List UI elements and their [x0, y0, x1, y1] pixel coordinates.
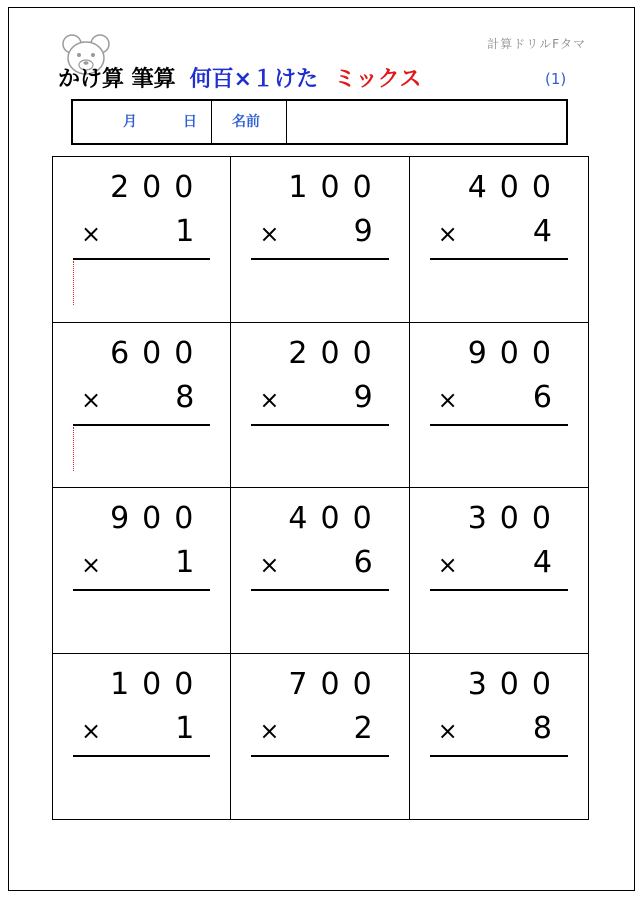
multiplicand: 100 — [288, 170, 385, 205]
multiplier: 4 — [532, 214, 552, 249]
worksheet-title — [58, 62, 421, 96]
problem-cell[interactable] — [410, 488, 588, 654]
multiplicand: 300 — [467, 501, 564, 536]
answer-guide — [73, 427, 74, 471]
multiplier: 1 — [175, 710, 195, 746]
multiply-sign: × — [437, 220, 458, 248]
answer-line — [251, 258, 388, 260]
problem-cell[interactable] — [53, 488, 231, 654]
multiplicand: 400 — [467, 170, 564, 205]
answer-line — [251, 755, 388, 757]
multiplicand: 200 — [288, 335, 385, 371]
sheet-number: (1) — [545, 70, 567, 88]
problem-cell[interactable] — [410, 654, 588, 820]
name-field[interactable] — [287, 101, 566, 143]
multiply-sign: × — [259, 716, 280, 745]
multiply-sign: × — [81, 385, 102, 414]
month-label: 月 — [123, 114, 137, 130]
answer-line — [73, 424, 210, 426]
answer-line — [430, 424, 568, 426]
name-date-box — [71, 99, 568, 145]
multiplier: 4 — [532, 545, 552, 580]
multiplier: 2 — [353, 710, 373, 746]
multiplicand: 900 — [110, 501, 207, 536]
multiply-sign: × — [81, 716, 102, 745]
multiplier: 9 — [353, 214, 373, 249]
multiplicand: 700 — [288, 666, 385, 702]
multiplier: 8 — [175, 379, 195, 415]
multiplier: 1 — [175, 214, 195, 249]
multiplier: 1 — [175, 545, 195, 580]
multiply-sign: × — [437, 385, 458, 414]
multiply-sign: × — [259, 551, 280, 579]
title-mix: ミックス — [334, 67, 422, 92]
multiply-sign: × — [81, 551, 102, 579]
answer-line — [73, 589, 210, 591]
problem-cell[interactable] — [231, 157, 409, 323]
multiply-sign: × — [437, 551, 458, 579]
problem-cell[interactable] — [231, 488, 409, 654]
answer-guide — [73, 261, 74, 305]
problem-cell[interactable] — [410, 157, 588, 323]
problem-cell[interactable] — [53, 654, 231, 820]
problem-cell[interactable] — [231, 654, 409, 820]
answer-line — [430, 258, 568, 260]
answer-line — [73, 258, 210, 260]
problem-cell[interactable] — [231, 323, 409, 489]
answer-line — [251, 424, 388, 426]
problem-grid — [52, 156, 589, 820]
multiply-sign: × — [259, 385, 280, 414]
title-subtopic: 何百×１けた — [189, 67, 319, 92]
multiplier: 9 — [353, 379, 373, 415]
answer-line — [430, 755, 568, 757]
multiplicand: 400 — [288, 501, 385, 536]
brand-label: 計算ドリルFタマ — [487, 37, 586, 51]
answer-line — [251, 589, 388, 591]
problem-cell[interactable] — [53, 323, 231, 489]
date-field[interactable] — [73, 101, 212, 143]
multiply-sign: × — [81, 220, 102, 248]
multiplier: 6 — [532, 379, 552, 415]
name-label: 名前 — [232, 114, 260, 130]
multiply-sign: × — [259, 220, 280, 248]
multiplicand: 900 — [467, 335, 564, 371]
multiplicand: 600 — [110, 335, 207, 371]
multiplier: 8 — [532, 710, 552, 746]
answer-line — [430, 589, 568, 591]
multiplicand: 100 — [110, 666, 207, 702]
day-label: 日 — [183, 114, 197, 130]
answer-line — [73, 755, 210, 757]
title-topic: かけ算 筆算 — [58, 67, 176, 92]
multiply-sign: × — [437, 716, 458, 745]
problem-cell[interactable] — [410, 323, 588, 489]
multiplicand: 200 — [110, 170, 207, 205]
multiplier: 6 — [353, 545, 373, 580]
problem-cell[interactable] — [53, 157, 231, 323]
name-label-cell — [212, 101, 287, 143]
multiplicand: 300 — [467, 666, 564, 702]
